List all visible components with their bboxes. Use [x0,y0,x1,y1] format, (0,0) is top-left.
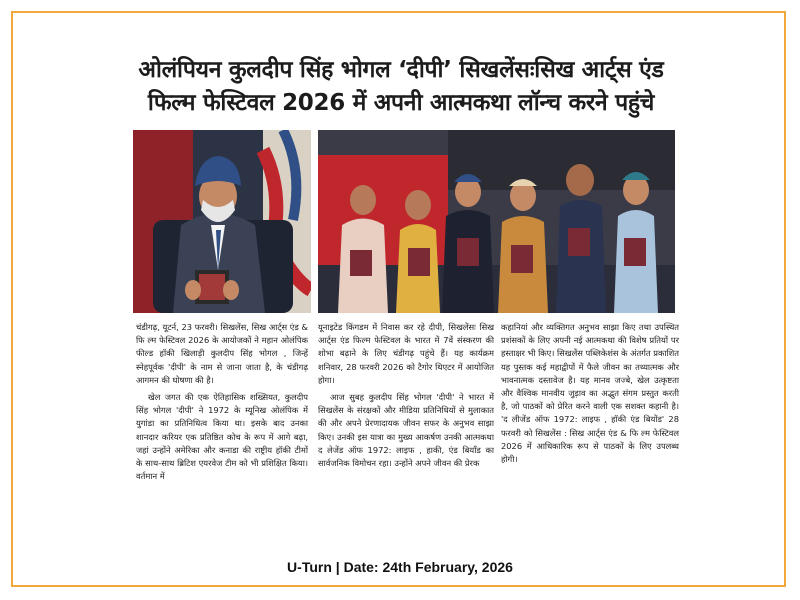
article-paragraph: चंडीगढ़, यूटर्न, 23 फरवरी। सिखलेंस, सिख आर्ट्स एंड & फि ल्म फेस्टिवल 2026 के आयोजकों ने महान ओलंपिक फील्ड हॉकी खिलाड़ी कुलदीप सिंह भोगल , जिन्हें स्नेहपूर्वक 'दीपी' के नाम से जाना जाता है, के चंडीगढ़ आगमन की घोषणा की है। [136,322,308,385]
article-paragraph: यूनाइटेड किंगडम में निवास कर रहे दीपी, सिखलेंसः सिख आर्ट्स एंड फिल्म फेस्टिवल के भारत में 7वें संस्करण की शोभा बढ़ाने के लिए चंडीगढ़ पहुंचे हैं। यह कार्यक्रम शनिवार, 28 फरवरी 2026 को टैगोर थिएटर में आयोजित होगा। [318,322,494,385]
photo-group [318,130,675,313]
article-column-3 [501,321,679,470]
article-paragraph: कहानियां और व्यक्तिगत अनुभव साझा किए तथा उपस्थित प्रशंसकों के लिए अपनी नई आत्मकथा की विशेष प्रतियों पर हस्ताक्षर भी किए। सिखलेंस पब्लिकेशंस के अंतर्गत प्रकाशित यह पुस्तक कई महाद्वीपों में फैले जीवन का तथ्यात्मक और भावनात्मक दस्तावेज है। यह मानव जज्बे, खेल उत्कृष्टता और वैश्विक मानवीय जुड़ाव का अद्भुत संगम प्रस्तुत करती है, जो पाठकों को प्रेरित करने वाली एक सशक्त कहानी है। 'द लीजेंड ऑफ 1972: लाइफ , हॉकी एंड बियोंड' 28 फरवरी को सिखलेंस : सिख आर्ट्स एंड & फि ल्म फेस्टिवल 2026 में आधिकारिक रूप से पाठकों के लिए उपलब्ध होगी। [501,322,679,465]
photo-portrait [133,130,311,313]
source-caption: U-Turn | Date: 24th February, 2026 [287,559,513,575]
headline-line-2: फिल्म फेस्टिवल 2026 में अपनी आत्मकथा लॉन्च करने पहुंचे [147,90,655,116]
article-column-2 [318,321,494,474]
article-paragraph: खेल जगत की एक ऐतिहासिक शख्सियत, कुलदीप सिंह भोगल 'दीपी' ने 1972 के म्यूनिख ओलंपिक में युगांडा का प्रतिनिधित्व किया था। इसके बाद उनका शानदार करियर एक प्रतिष्ठित कोच के रूप में आगे बढ़ा, जहां उन्होंने अमेरिका और कनाडा की राष्ट्रीय हॉकी टीमों के साथ-साथ ब्रिटिश एयरवेज टीम को भी प्रशिक्षित किया। वर्तमान में [136,392,308,482]
article-column-1 [136,321,308,487]
group-illustration [318,130,675,313]
article-paragraph: आज सुबह कुलदीप सिंह भोगल 'दीपी' ने भारत में सिखलेंस के संरक्षकों और मीडिया प्रतिनिधियों से मुलाकात की और अपने प्रेरणादायक जीवन सफर के अनुभव साझा किए। उनकी इस यात्रा का मुख्य आकर्षण उनकी आत्मकथा द लेजेंड ऑफ 1972: लाइफ , हाकी, एंड बियॉंड का सार्वजनिक विमोचन रहा। उन्होंने अपने जीवन की प्रेरक [318,392,494,469]
headline [118,54,684,120]
headline-line-1: ओलंपियन कुलदीप सिंह भोगल ‘दीपी’ सिखलेंसःसिख आर्ट्स एंड [138,57,664,83]
portrait-illustration [133,130,311,313]
